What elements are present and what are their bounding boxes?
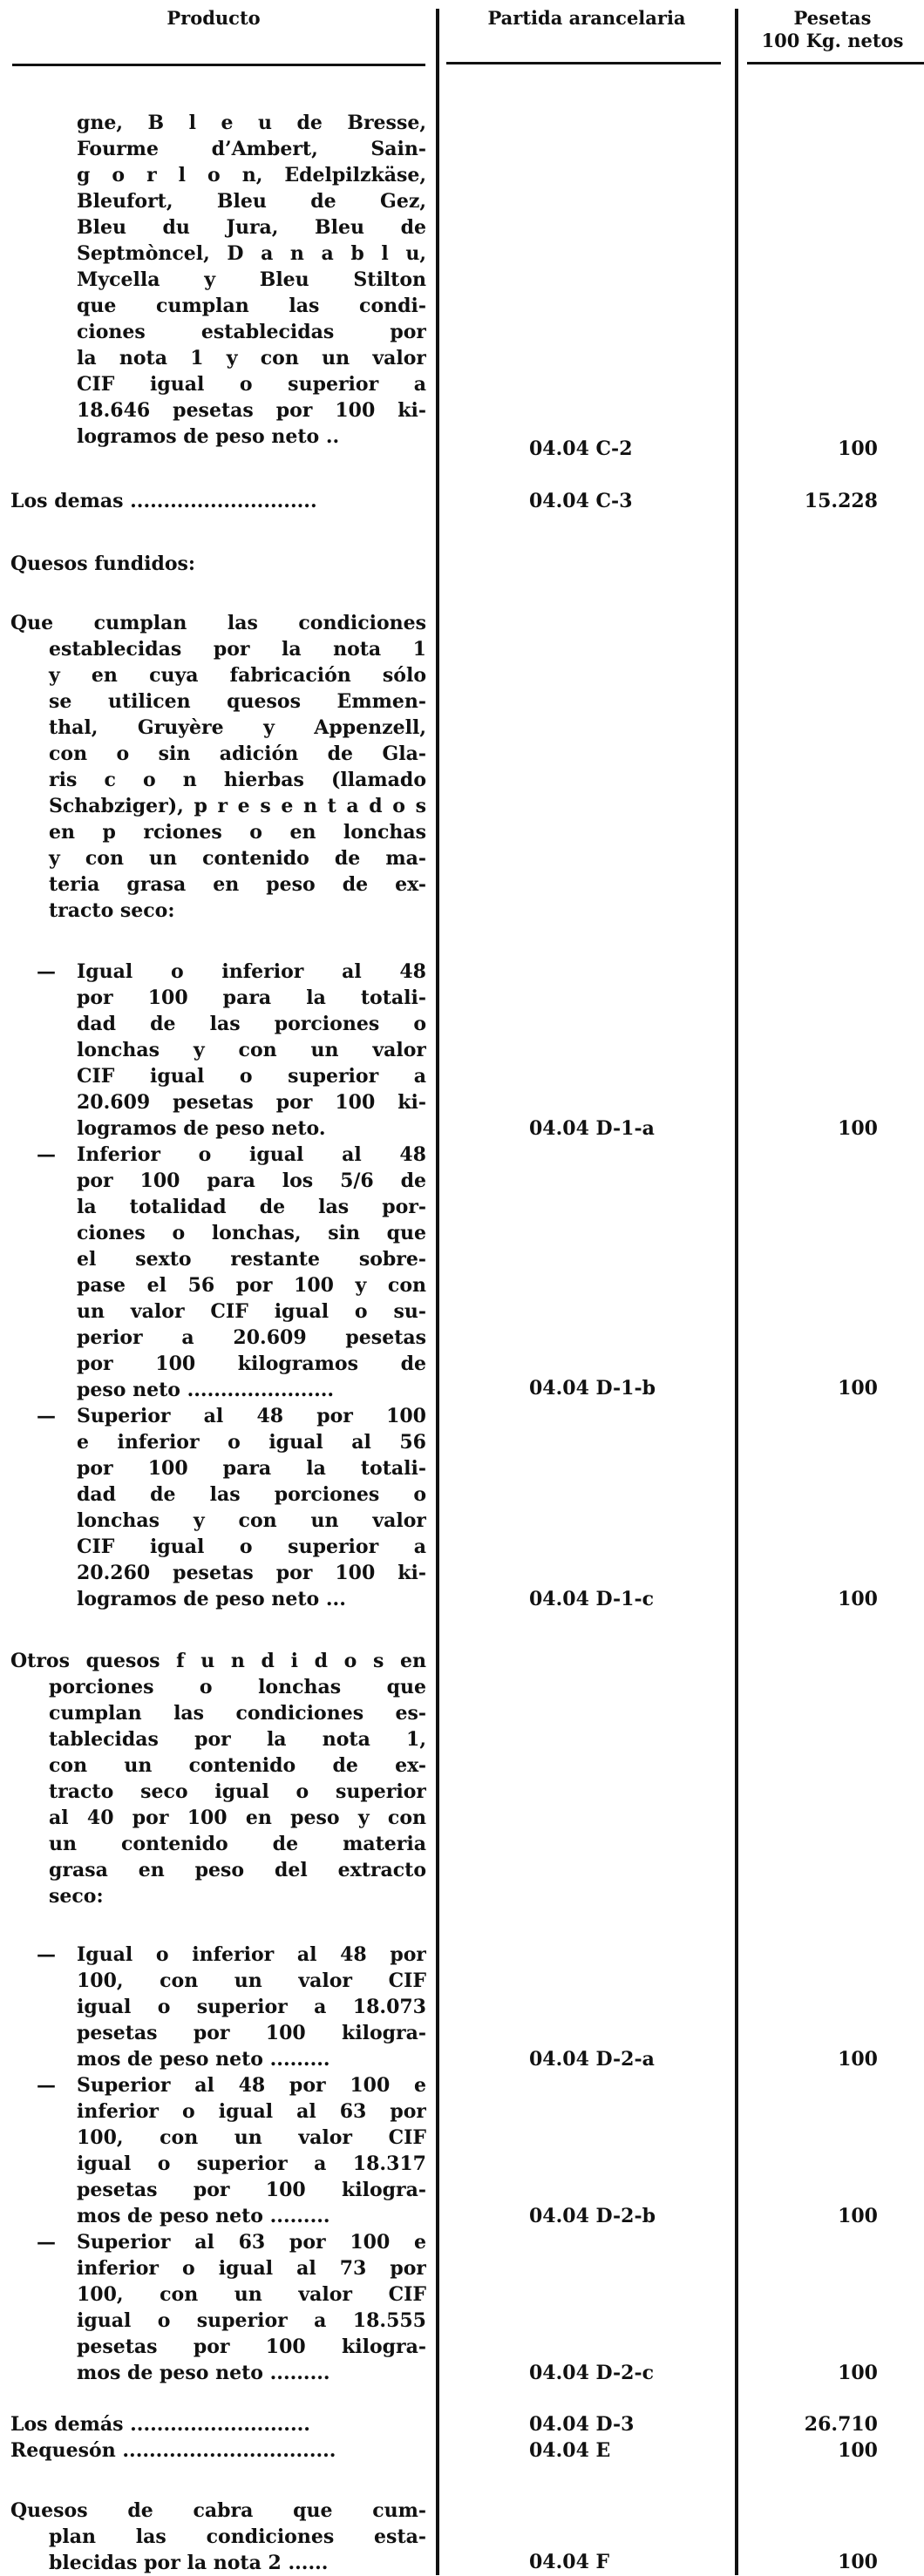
- product-text-line: Quesos de cabra que cum-: [10, 2499, 426, 2522]
- product-text-line: igual o superior a 18.555: [77, 2309, 426, 2332]
- product-text-line: teria grasa en peso de ex-: [49, 873, 426, 896]
- product-text-line: Otros quesos f u n d i d o s en: [10, 1650, 426, 1672]
- product-text-line: inferior o igual al 63 por: [77, 2100, 426, 2123]
- pesetas-value: 100: [838, 1377, 878, 1400]
- product-text-line: ris c o n hierbas (llamado: [49, 769, 426, 791]
- product-text-line: Igual o inferior al 48: [77, 960, 426, 983]
- product-text-line: un valor CIF igual o su-: [77, 1300, 426, 1323]
- product-text-line: seco:: [49, 1885, 104, 1908]
- em-dash-bullet: —: [37, 1943, 56, 1966]
- product-text-line: Los demás ...........................: [10, 2413, 310, 2436]
- partida-code: 04.04 C-2: [529, 437, 633, 460]
- product-entry-d1a: [37, 959, 426, 1142]
- pesetas-value: 15.228: [804, 490, 878, 512]
- product-text-line: se utilicen quesos Emmen-: [49, 690, 426, 713]
- product-text-line: CIF igual o superior a: [77, 1065, 426, 1088]
- product-entry-d2b: [37, 2072, 426, 2229]
- product-text-line: Inferior o igual al 48: [77, 1143, 426, 1166]
- product-text-line: Quesos fundidos:: [10, 552, 196, 575]
- product-text-line: inferior o igual al 73 por: [77, 2257, 426, 2280]
- product-text-line: 18.646 pesetas por 100 ki-: [77, 399, 426, 422]
- product-text-line: la nota 1 y con un valor: [77, 347, 426, 369]
- product-text-line: 20.609 pesetas por 100 ki-: [77, 1091, 426, 1114]
- pesetas-value: 100: [838, 2439, 878, 2462]
- em-dash-bullet: —: [37, 1143, 56, 1166]
- pesetas-value: 100: [838, 2048, 878, 2071]
- product-text-line: que cumplan las condi-: [77, 295, 426, 317]
- product-text-line: Fourme d’Ambert, Sain-: [77, 138, 426, 160]
- product-text-line: Mycella y Bleu Stilton: [77, 268, 426, 291]
- product-text-line: un contenido de materia: [49, 1833, 426, 1855]
- column-divider-2: [735, 9, 738, 2575]
- product-text-line: pesetas por 100 kilogra-: [77, 2335, 426, 2358]
- partida-code: 04.04 D-2-a: [529, 2048, 655, 2071]
- product-text-line: el sexto restante sobre-: [77, 1248, 426, 1271]
- header-rule-partida: [446, 62, 721, 64]
- em-dash-bullet: —: [37, 960, 56, 983]
- product-text-line: Bleu du Jura, Bleu de: [77, 216, 426, 239]
- partida-code: 04.04 D-2-b: [529, 2205, 656, 2227]
- product-text-line: Los demas ............................: [10, 490, 317, 512]
- header-partida-arancelaria: Partida arancelaria: [487, 7, 686, 29]
- product-text-line: igual o superior a 18.073: [77, 1996, 426, 2018]
- header-rule-pesetas: [747, 62, 924, 64]
- partida-code: 04.04 C-3: [529, 490, 633, 512]
- product-text-line: CIF igual o superior a: [77, 373, 426, 396]
- product-text-line: por 100 para la totali-: [77, 1457, 426, 1480]
- product-text-line: con un contenido de ex-: [49, 1754, 426, 1777]
- product-text-line: lonchas y con un valor: [77, 1039, 426, 1061]
- pesetas-value: 100: [838, 437, 878, 460]
- product-text-line: pase el 56 por 100 y con: [77, 1274, 426, 1297]
- product-text-line: 100, con un valor CIF: [77, 2126, 426, 2149]
- header-producto: Producto: [166, 7, 261, 29]
- product-text-line: tracto seco:: [49, 899, 175, 922]
- partida-code: 04.04 D-3: [529, 2413, 635, 2436]
- product-entry-d2a: [37, 1942, 426, 2072]
- product-text-line: por 100 para la totali-: [77, 986, 426, 1009]
- product-text-line: gne, B l e u de Bresse,: [77, 112, 426, 134]
- product-text-line: Septmòncel, D a n a b l u,: [77, 242, 426, 265]
- product-text-line: mos de peso neto .........: [77, 2205, 330, 2227]
- header-pesetas: [741, 7, 924, 52]
- product-entry-otros-quesos: [10, 1648, 426, 1909]
- pesetas-value: 100: [838, 1117, 878, 1140]
- header-pesetas-line2: 100 Kg. netos: [761, 30, 904, 51]
- product-text-line: thal, Gruyère y Appenzell,: [49, 716, 426, 739]
- product-text-line: Schabziger), p r e s e n t a d o s: [49, 795, 426, 817]
- product-text-line: por 100 para los 5/6 de: [77, 1169, 426, 1192]
- em-dash-bullet: —: [37, 2231, 56, 2254]
- product-text-line: porciones o lonchas que: [49, 1676, 426, 1698]
- product-entry-d2c: [37, 2229, 426, 2386]
- product-text-line: CIF igual o superior a: [77, 1535, 426, 1558]
- product-text-line: plan las condiciones esta-: [49, 2525, 426, 2548]
- product-text-line: pesetas por 100 kilogra-: [77, 2179, 426, 2201]
- product-text-line: Superior al 48 por 100: [77, 1405, 426, 1427]
- product-text-line: lonchas y con un valor: [77, 1509, 426, 1532]
- product-text-line: dad de las porciones o: [77, 1013, 426, 1035]
- product-text-line: cumplan las condiciones es-: [49, 1702, 426, 1725]
- product-text-line: 100, con un valor CIF: [77, 2283, 426, 2306]
- product-text-line: logramos de peso neto.: [77, 1117, 326, 1140]
- column-divider-1: [436, 9, 439, 2575]
- product-text-line: peso neto ......................: [77, 1379, 335, 1401]
- product-text-line: g o r l o n, Edelpilzkäse,: [77, 164, 426, 186]
- pesetas-value: 100: [838, 1588, 878, 1610]
- product-text-line: grasa en peso del extracto: [49, 1859, 426, 1881]
- product-text-line: tracto seco igual o superior: [49, 1780, 426, 1803]
- header-pesetas-line1: Pesetas: [793, 7, 872, 29]
- product-text-line: Que cumplan las condiciones: [10, 612, 426, 634]
- product-text-line: con o sin adición de Gla-: [49, 742, 426, 765]
- product-text-line: igual o superior a 18.317: [77, 2152, 426, 2175]
- em-dash-bullet: —: [37, 2074, 56, 2097]
- header-rule-producto: [12, 64, 425, 66]
- partida-code: 04.04 E: [529, 2439, 611, 2462]
- product-text-line: al 40 por 100 en peso y con: [49, 1807, 426, 1829]
- product-text-line: Superior al 48 por 100 e: [77, 2074, 426, 2097]
- pesetas-value: 26.710: [804, 2413, 878, 2436]
- product-text-line: la totalidad de las por-: [77, 1196, 426, 1218]
- partida-code: 04.04 D-1-a: [529, 1117, 655, 1140]
- partida-code: 04.04 F: [529, 2551, 610, 2573]
- product-text-line: establecidas por la nota 1: [49, 638, 426, 661]
- product-text-line: por 100 kilogramos de: [77, 1352, 426, 1375]
- product-text-line: Requesón ................................: [10, 2439, 336, 2462]
- product-entry-requeson: [10, 2437, 426, 2464]
- product-text-line: ciones o lonchas, sin que: [77, 1222, 426, 1244]
- product-entry-quesos-cabra: [10, 2498, 426, 2576]
- pesetas-value: 100: [838, 2551, 878, 2573]
- product-text-line: dad de las porciones o: [77, 1483, 426, 1506]
- product-text-line: mos de peso neto .........: [77, 2362, 330, 2384]
- partida-code: 04.04 D-1-b: [529, 1377, 656, 1400]
- product-entry-que-cumplan: [10, 610, 426, 924]
- product-entry-quesos-fundidos-heading: [10, 551, 426, 577]
- product-text-line: e inferior o igual al 56: [77, 1431, 426, 1454]
- product-text-line: logramos de peso neto ...: [77, 1588, 346, 1610]
- product-text-line: tablecidas por la nota 1,: [49, 1728, 426, 1751]
- product-entry-los-demas-d3: [10, 2411, 426, 2437]
- product-text-line: mos de peso neto .........: [77, 2048, 330, 2071]
- product-text-line: ciones establecidas por: [77, 321, 426, 343]
- product-text-line: blecidas por la nota 2 ......: [49, 2552, 329, 2574]
- product-entry-los-demas-c3: [10, 488, 426, 514]
- em-dash-bullet: —: [37, 1405, 56, 1427]
- product-text-line: y con un contenido de ma-: [49, 847, 426, 870]
- product-text-line: logramos de peso neto ..: [77, 425, 340, 448]
- product-entry-d1c: [37, 1403, 426, 1612]
- product-text-line: pesetas por 100 kilogra-: [77, 2022, 426, 2044]
- product-text-line: Igual o inferior al 48 por: [77, 1943, 426, 1966]
- partida-code: 04.04 D-2-c: [529, 2362, 654, 2384]
- product-entry-d1b: [37, 1142, 426, 1403]
- product-text-line: y en cuya fabricación sólo: [49, 664, 426, 687]
- product-text-line: en p rciones o en lonchas: [49, 821, 426, 844]
- pesetas-value: 100: [838, 2362, 878, 2384]
- pesetas-value: 100: [838, 2205, 878, 2227]
- product-entry-bleu-list: [77, 110, 426, 450]
- product-text-line: Superior al 63 por 100 e: [77, 2231, 426, 2254]
- partida-code: 04.04 D-1-c: [529, 1588, 654, 1610]
- product-text-line: perior a 20.609 pesetas: [77, 1326, 426, 1349]
- product-text-line: 20.260 pesetas por 100 ki-: [77, 1562, 426, 1584]
- product-text-line: Bleufort, Bleu de Gez,: [77, 190, 426, 213]
- product-text-line: 100, con un valor CIF: [77, 1969, 426, 1992]
